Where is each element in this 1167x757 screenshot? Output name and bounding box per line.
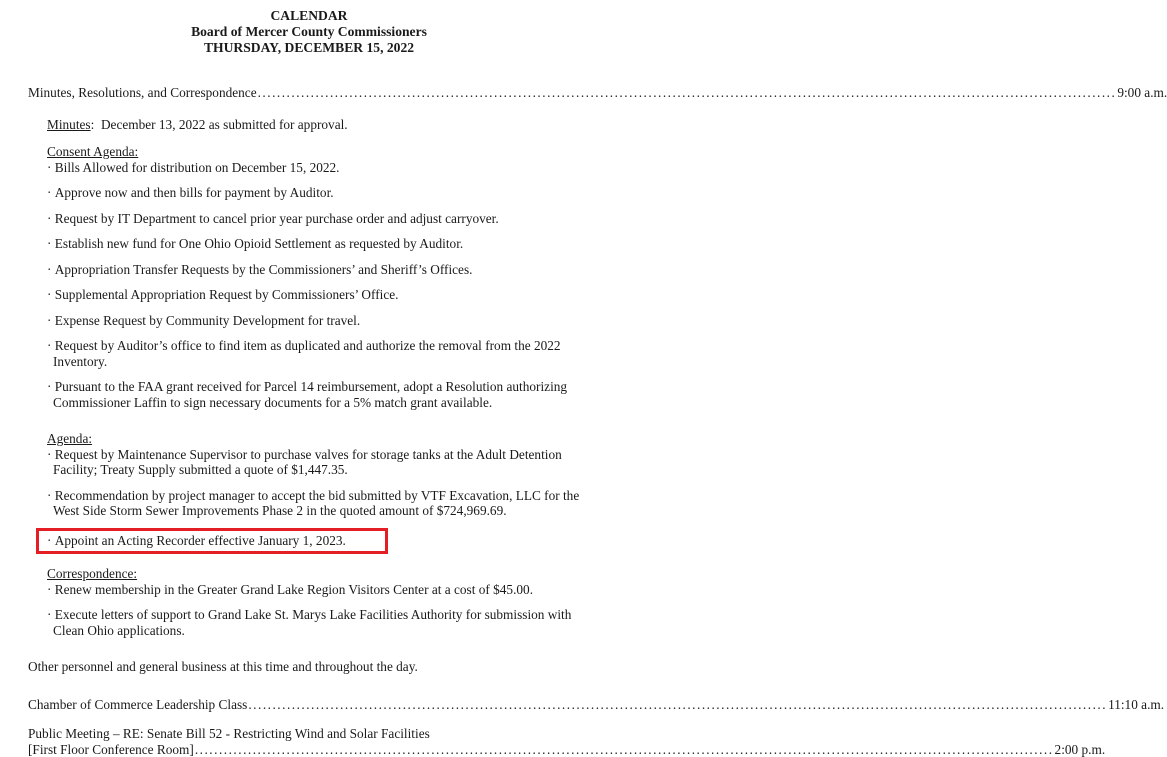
dot-leader	[248, 697, 1107, 713]
minutes-label: Minutes	[47, 117, 91, 132]
agenda-item: · Renew membership in the Greater Grand Lake Region Visitors Center at a cost of $45.00.	[47, 582, 590, 598]
agenda-item: · Execute letters of support to Grand Lake St. Marys Lake Facilities Authority for submission with Clean Ohio applications.	[47, 607, 590, 638]
agenda-item: · Request by Auditor’s office to find item as duplicated and authorize the removal from the 2022 Inventory.	[47, 338, 590, 369]
section-heading-consent-agenda: Consent Agenda:	[47, 144, 590, 160]
section-agenda	[47, 431, 590, 554]
document-date: THURSDAY, DECEMBER 15, 2022	[28, 40, 590, 56]
schedule-row-minutes-resolutions	[28, 85, 590, 101]
schedule-time: 9:00 a.m.	[1117, 85, 1167, 101]
document-header	[28, 8, 590, 56]
document-title: CALENDAR	[28, 8, 590, 24]
agenda-item: · Request by IT Department to cancel prior year purchase order and adjust carryover.	[47, 211, 590, 227]
agenda-item: · Recommendation by project manager to accept the bid submitted by VTF Excavation, LLC for the West Side Storm Sewer Improvements Phase 2 in the quoted amount of $724,969.69.	[47, 488, 590, 519]
public-meeting-title: Public Meeting – RE: Senate Bill 52 - Restricting Wind and Solar Facilities	[28, 726, 590, 742]
highlighted-agenda-item: · Appoint an Acting Recorder effective January 1, 2023.	[47, 533, 381, 549]
section-heading-agenda: Agenda:	[47, 431, 590, 447]
other-business-line: Other personnel and general business at this time and throughout the day.	[28, 659, 590, 675]
public-meeting-location: [First Floor Conference Room]	[28, 742, 194, 757]
schedule-row-chamber-class	[28, 697, 590, 713]
document-subtitle: Board of Mercer County Commissioners	[28, 24, 590, 40]
schedule-time: 11:10 a.m.	[1108, 697, 1164, 713]
minutes-punctuation: :	[91, 117, 95, 132]
schedule-label: Minutes, Resolutions, and Correspondence	[28, 85, 257, 101]
agenda-item: · Approve now and then bills for payment by Auditor.	[47, 185, 590, 201]
schedule-block-public-meeting	[28, 726, 590, 757]
minutes-text: December 13, 2022 as submitted for approval.	[101, 117, 348, 132]
agenda-item: · Appropriation Transfer Requests by the Commissioners’ and Sheriff’s Offices.	[47, 262, 590, 278]
schedule-row-public-meeting	[28, 742, 590, 757]
dot-leader	[195, 742, 1054, 757]
section-consent-agenda	[47, 144, 590, 410]
agenda-item: · Expense Request by Community Development for travel.	[47, 313, 590, 329]
section-heading-correspondence: Correspondence:	[47, 566, 590, 582]
schedule-label: Chamber of Commerce Leadership Class	[28, 697, 247, 713]
minutes-line	[47, 117, 590, 133]
section-correspondence	[47, 566, 590, 638]
sections	[28, 144, 590, 638]
schedule-time: 2:00 p.m.	[1055, 742, 1106, 757]
agenda-item: · Establish new fund for One Ohio Opioid Settlement as requested by Auditor.	[47, 236, 590, 252]
agenda-item: · Request by Maintenance Supervisor to purchase valves for storage tanks at the Adult Detention Facility; Treaty Supply submitted a quote of $1,447.35.	[47, 447, 590, 478]
agenda-item: · Pursuant to the FAA grant received for Parcel 14 reimbursement, adopt a Resolution authorizing Commissioner Laffin to sign necessary documents for a 5% match grant available.	[47, 379, 590, 410]
red-highlight-box	[36, 528, 388, 555]
dot-leader	[258, 85, 1117, 101]
agenda-item: · Bills Allowed for distribution on December 15, 2022.	[47, 160, 590, 176]
agenda-item: · Supplemental Appropriation Request by Commissioners’ Office.	[47, 287, 590, 303]
